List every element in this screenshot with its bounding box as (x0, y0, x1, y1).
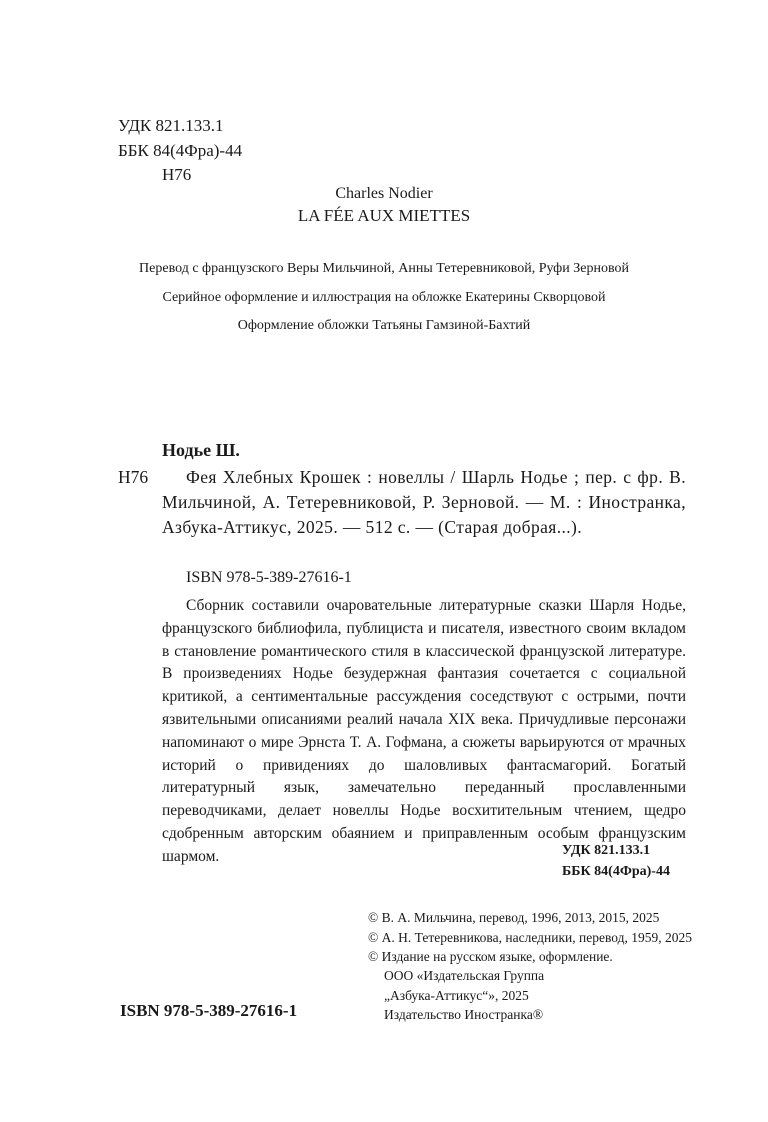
udk-top: УДК 821.133.1 (118, 116, 224, 135)
isbn-inline: ISBN 978-5-389-27616-1 (186, 569, 352, 586)
bibliographic-description: Фея Хлебных Крошек : новеллы / Шарль Нодье ; пер. с фр. В. Мильчиной, А. Тетеревниковой, Р. Зерновой. — М. : Иностранка, Азбука-Аттикус, 2025. — 512 с. — (Старая добрая...). (162, 467, 686, 537)
translation-credit: Перевод с французского Веры Мильчиной, Анны Тетеревниковой, Руфи Зерновой (139, 261, 629, 276)
isbn-bottom: ISBN 978-5-389-27616-1 (120, 1001, 298, 1020)
bbk-bottom: ББК 84(4Фра)-44 (562, 864, 670, 879)
annotation: Сборник составили очаровательные литературные сказки Шарля Нодье, французского библиофила, публициста и писателя, известного своим вкладом в становление романтического стиля в классической французской литературе. В произведениях Нодье безудержная фантазия сочетается с социальной критикой, а сентиментальные рассуждения соседствуют с острыми, почти язвительными описаниями реалий начала XIX века. Причудливые персонажи напоминают о мире Эрнста Т. А. Гофмана, а сюжеты варьируются от мрачных историй о привидениях до шаловливых фантасмагорий. Богатый литературный язык, замечательно переданный прославленными переводчиками, делает новеллы Нодье восхитительным чтением, щедро сдобренным авторским обаянием и приправленным особым французским шармом. (162, 597, 686, 865)
author-mark-top: Н76 (162, 165, 192, 184)
copyright-line-3: © Издание на русском языке, оформление. (368, 949, 613, 964)
original-title (0, 205, 768, 228)
copyright-line-2: © А. Н. Тетеревникова, наследники, перевод, 1959, 2025 (368, 930, 692, 945)
author-mark: Н76 (118, 467, 149, 487)
copyright-line-4 (368, 966, 544, 986)
udk-bottom: УДК 821.133.1 (562, 843, 651, 858)
publisher-imprint: Издательство Иностранка® (384, 1007, 544, 1022)
publisher-name-1: ООО «Издательская Группа (384, 968, 545, 983)
publisher-name-2: „Азбука-Аттикус“», 2025 (384, 988, 529, 1003)
copyright-line-1: © В. А. Мильчина, перевод, 1996, 2013, 2015, 2025 (368, 910, 660, 925)
series-design-credit: Серийное оформление и иллюстрация на обложке Екатерины Скворцовой (162, 290, 606, 305)
bbk-top: ББК 84(4Фра)-44 (118, 141, 243, 160)
copyright-line-5 (368, 986, 529, 1006)
copyright-line-6 (368, 1005, 543, 1025)
cover-design-credit: Оформление обложки Татьяны Гамзиной-Бахтий (237, 318, 531, 333)
original-title-text: LA FÉE AUX MIETTES (297, 206, 471, 225)
original-author: Charles Nodier (335, 185, 433, 202)
author-heading: Нодье Ш. (162, 440, 240, 460)
